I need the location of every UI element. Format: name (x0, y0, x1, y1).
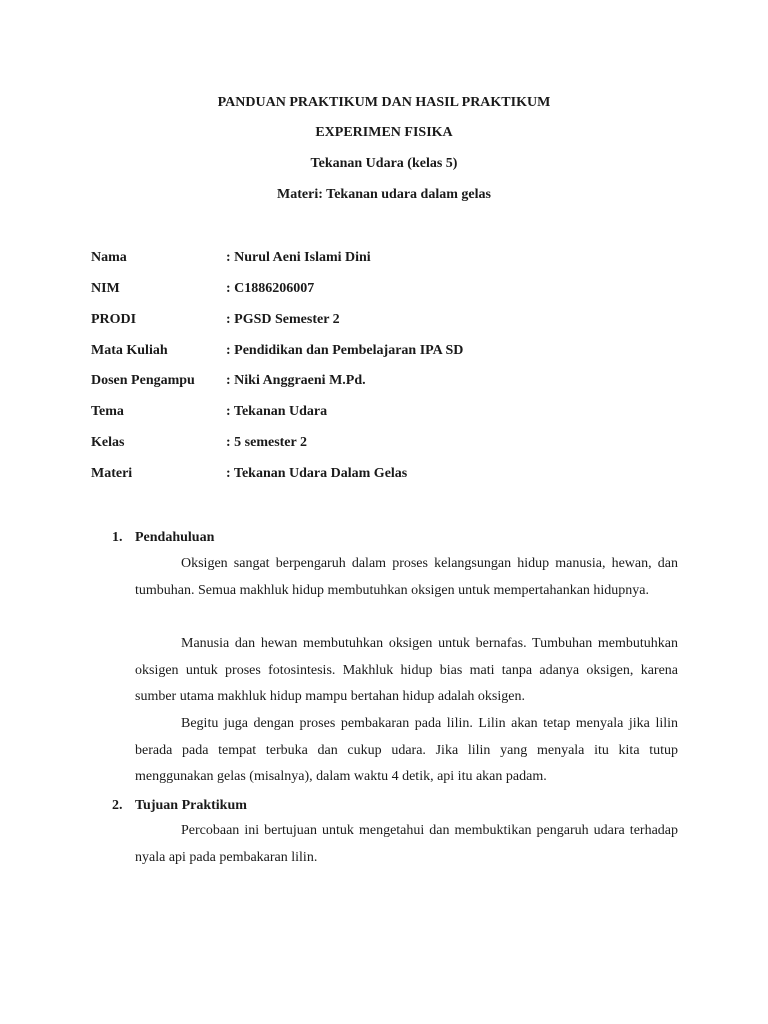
identity-label: Kelas (91, 435, 125, 450)
paragraph: Oksigen sangat berpengaruh dalam proses kelangsungan hidup manusia, hewan, dan tumbuhan. Semua makhluk hidup membutuhkan oksigen untuk mempertahankan hidupnya. (135, 556, 678, 598)
document-title: PANDUAN PRAKTIKUM DAN HASIL PRAKTIKUM (217, 95, 551, 110)
identity-value: : Tekanan Udara Dalam Gelas (226, 466, 408, 481)
identity-value: : 5 semester 2 (226, 435, 307, 450)
paragraph: Percobaan ini bertujuan untuk mengetahui dan membuktikan pengaruh udara terhadap nyala api pada pembakaran lilin. (135, 823, 678, 865)
identity-row-nim (91, 280, 691, 298)
section-heading-tujuan (112, 797, 247, 815)
identity-row-prodi (91, 311, 691, 329)
document-material: Materi: Tekanan udara dalam gelas (277, 187, 491, 202)
identity-value: : Tekanan Udara (226, 404, 328, 419)
identity-row-nama (91, 249, 691, 267)
section-number: 2. (112, 798, 123, 813)
identity-label: PRODI (91, 312, 137, 327)
identity-value: : Pendidikan dan Pembelajaran IPA SD (226, 343, 464, 358)
document-topic: Tekanan Udara (kelas 5) (310, 156, 458, 171)
document-subtitle: EXPERIMEN FISIKA (315, 125, 453, 140)
paragraph: Begitu juga dengan proses pembakaran pada lilin. Lilin akan tetap menyala jika lilin berada pada tempat terbuka dan cukup udara. Jika lilin yang menyala itu kita tutup menggunakan gelas (misalnya), dalam waktu 4 detik, api itu akan padam. (135, 716, 678, 784)
section-title: Tujuan Praktikum (135, 798, 247, 813)
identity-label: Mata Kuliah (91, 343, 168, 358)
identity-label: Tema (91, 404, 124, 419)
paragraph: Manusia dan hewan membutuhkan oksigen untuk bernafas. Tumbuhan membutuhkan oksigen untuk proses fotosintesis. Makhluk hidup bias mati tanpa adanya oksigen, karena sumber utama makhluk hidup mampu bertahan hidup adalah oksigen. (135, 636, 678, 704)
section-heading-pendahuluan (112, 529, 214, 547)
identity-label: NIM (91, 281, 120, 296)
identity-label: Materi (91, 466, 133, 481)
identity-label: Dosen Pengampu (91, 373, 195, 388)
section-title: Pendahuluan (135, 530, 215, 545)
identity-value: : C1886206007 (226, 281, 315, 296)
identity-value: : PGSD Semester 2 (226, 312, 340, 327)
identity-row-tema (91, 403, 691, 421)
identity-row-kelas (91, 434, 691, 452)
section-number: 1. (112, 530, 123, 545)
identity-value: : Nurul Aeni Islami Dini (226, 250, 371, 265)
identity-row-materi (91, 465, 691, 483)
identity-value: : Niki Anggraeni M.Pd. (226, 373, 366, 388)
identity-row-mata-kuliah (91, 342, 691, 360)
identity-label: Nama (91, 250, 127, 265)
identity-row-dosen (91, 372, 691, 390)
